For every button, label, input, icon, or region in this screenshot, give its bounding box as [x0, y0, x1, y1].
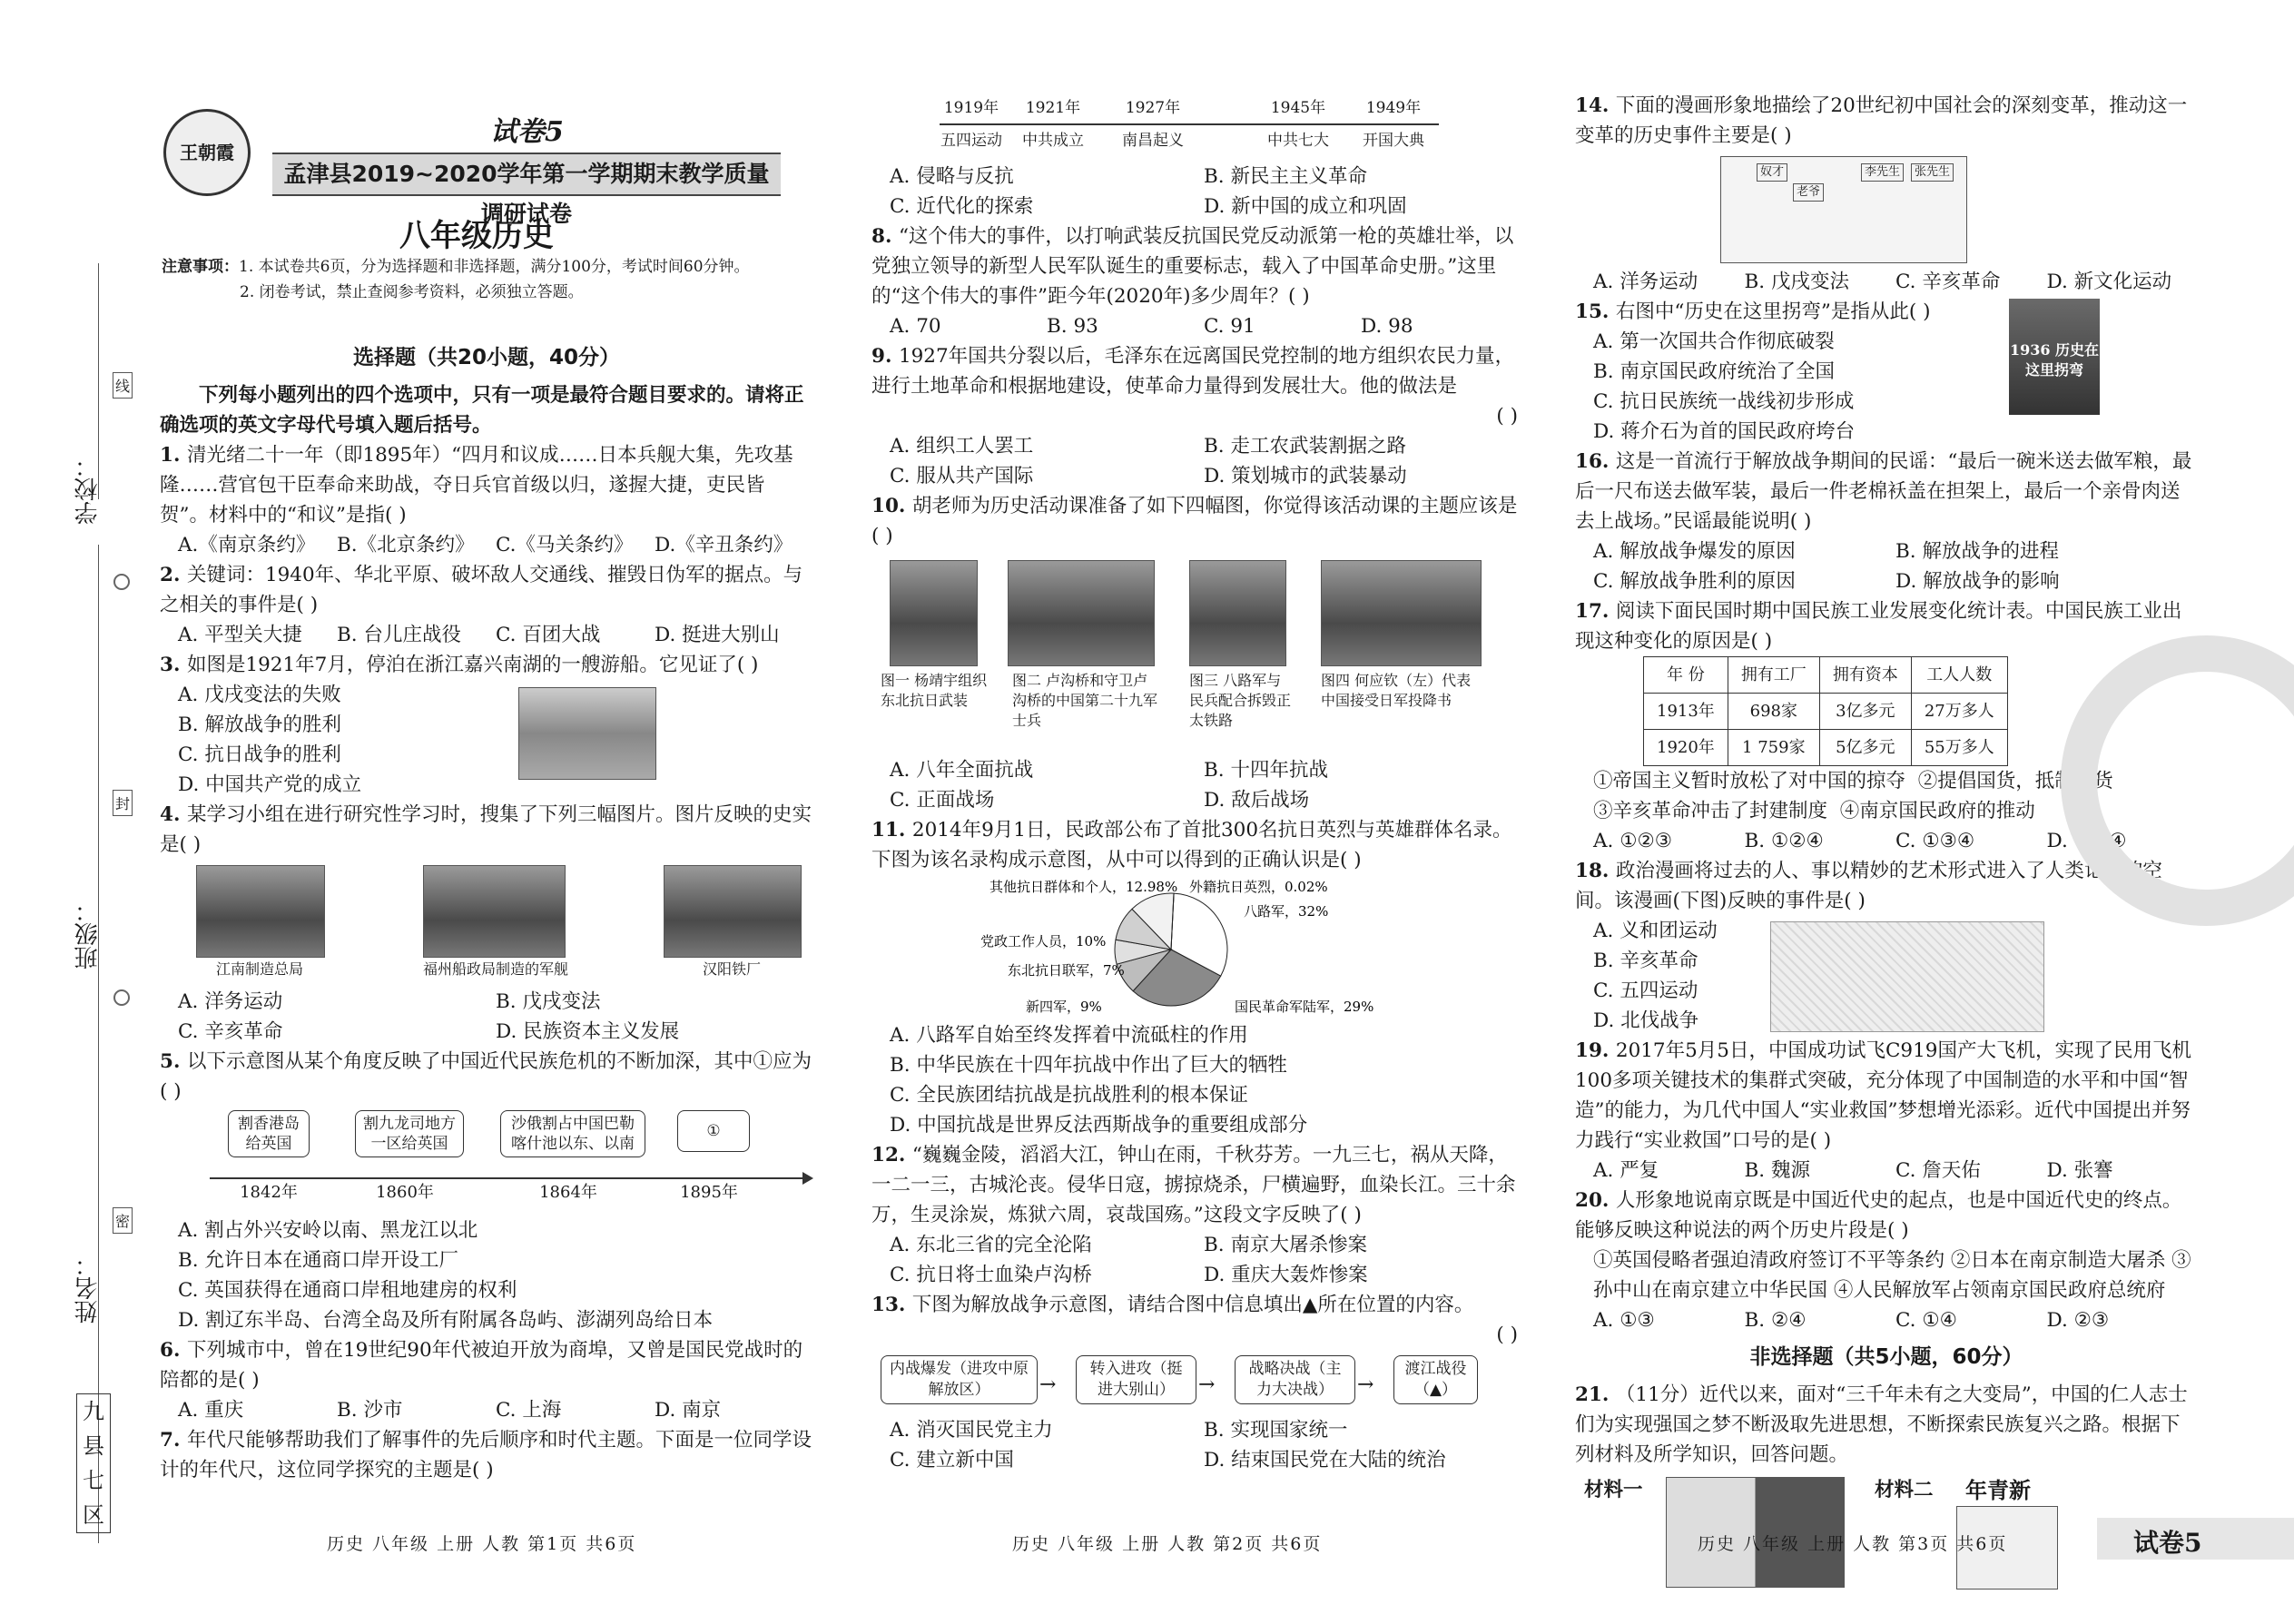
notice-2: 2. 闭卷考试，禁止查阅参考资料，必须独立答题。: [240, 283, 584, 301]
q10-option-a: A. 八年全面抗战: [890, 759, 1034, 782]
column-2: [871, 91, 1518, 1475]
q5-axis: [210, 1177, 809, 1179]
name-label: 姓名：: [74, 1253, 102, 1324]
q13: 13. 下图为解放战争示意图，请结合图中信息填出▲所在位置的内容。: [871, 1294, 1474, 1316]
q20-text: 人形象地说南京既是中国近代史的起点，也是中国近代史的终点。能够反映这种说法的两个历史片段是( ): [1575, 1189, 2182, 1242]
q10-caption-1: 图一 杨靖宇组织东北抗日武装: [881, 672, 988, 709]
q15-option-a: A. 第一次国共合作彻底破裂: [1593, 330, 1835, 353]
q4-caption-1: 江南制造总局: [215, 960, 303, 978]
q13-paren: ( ): [1496, 1324, 1518, 1346]
region-char-1: 九: [83, 1399, 104, 1424]
q4-option-c: C. 辛亥革命: [178, 1020, 283, 1043]
q5: 5. 以下示意图从某个角度反映了中国近代民族危机的不断加深，其中①应为( ): [160, 1050, 812, 1103]
q8: 8. “这个伟大的事件，以打响武装反抗国民党反动派第一枪的英雄壮举，以党独立领导的新型人民军队诞生的重要标志，载入了中国革命史册。”这里的“这个伟大的事件”距今年(2020年)多少周年？( ): [871, 225, 1514, 308]
q14-label-1: 奴才: [1757, 163, 1787, 182]
q17: 17. 阅读下面民国时期中国民族工业发展变化统计表。中国民族工业出现这种变化的原因是( ): [1575, 600, 2182, 653]
q1-options: [160, 530, 813, 560]
exam-title-banner: 孟津县2019~2020学年第一学期期末教学质量调研试卷: [272, 153, 781, 196]
region-char-3: 七: [83, 1468, 104, 1493]
q20: 20. 人形象地说南京既是中国近代史的起点，也是中国近代史的终点。能够反映这种说法的两个历史片段是( ): [1575, 1189, 2182, 1242]
q5-axis-arrow: [802, 1172, 813, 1185]
margin-circle-2: [113, 989, 130, 1006]
q3-option-a: A. 戊戌变法的失败: [178, 684, 341, 706]
q7-options: [871, 162, 1518, 221]
q19-option-b: B. 魏源: [1744, 1159, 1810, 1182]
q10-images: [871, 551, 1518, 755]
q6-text: 下列城市中，曾在19世纪90年代被迫开放为商埠，又曾是国民党战时的陪都的是( ): [160, 1339, 803, 1392]
q3-block: [160, 680, 813, 800]
q5-year-1: 1842年: [240, 1183, 298, 1202]
q5-box-4: ①: [677, 1110, 750, 1152]
q21-magazine-title: 年青新: [1965, 1477, 2031, 1503]
q13-option-b: B. 实现国家统一: [1204, 1419, 1348, 1442]
q1-option-b: B.《北京条约》: [337, 534, 475, 556]
q6-option-d: D. 南京: [655, 1399, 722, 1422]
table-header-cell: 拥有资本: [1819, 657, 1911, 694]
q15-option-b: B. 南京国民政府统治了全国: [1593, 360, 1835, 383]
q8-option-b: B. 93: [1047, 315, 1098, 338]
q20-items: ①英国侵略者强迫清政府签订不平等条约 ②日本在南京制造大屠杀 ③孙中山在南京建立中华民国 ④人民解放军占领南京国民政府总统府: [1593, 1249, 2191, 1302]
q20-option-b: B. ②④: [1744, 1309, 1807, 1332]
q20-options: [1575, 1305, 2198, 1335]
q12-options: [871, 1230, 1518, 1290]
q20-option-a: A. ①③: [1593, 1309, 1655, 1332]
q11-pie-chart: [871, 875, 1518, 1020]
section-nonchoice-title: 非选择题（共5小题，60分）: [1749, 1345, 2023, 1369]
q14-option-d: D. 新文化运动: [2046, 271, 2172, 293]
pie-label: 其他抗日群体和个人，12.98%: [989, 879, 1178, 895]
q13-flow-3: 战略决战（主力大决战）: [1235, 1355, 1355, 1404]
q7-event-4: 中共七大: [1267, 132, 1329, 150]
q14: 14. 下面的漫画形象地描绘了20世纪初中国社会的深刻变革，推动这一变革的历史事件主要是( ): [1575, 94, 2188, 147]
q3: 3. 如图是1921年7月，停泊在浙江嘉兴南湖的一艘游船。它见证了( ): [160, 654, 759, 676]
q16: 16. 这是一首流行于解放战争期间的民谣：“最后一碗米送去做军粮，最后一尺布送去做军装，最后一件老棉袄盖在担架上，最后一个亲骨肉送去上战场。”民谣最能说明( ): [1575, 450, 2192, 533]
q10-photo-1: [890, 560, 978, 666]
q18-text: 政治漫画将过去的人、事以精妙的艺术形式进入了人类记忆的空间。该漫画(下图)反映的事件是( ): [1575, 860, 2162, 912]
q10: 10. 胡老师为历史活动课准备了如下四幅图，你觉得该活动课的主题应该是( ): [871, 495, 1518, 547]
margin-line-label-2: 封: [113, 790, 133, 816]
q3-option-d: D. 中国共产党的成立: [178, 773, 362, 796]
q21: 21. （11分）近代以来，面对“三千年未有之大变局”，中国的仁人志士们为实现强国之梦不断汲取先进思想，不断探索民族复兴之路。根据下列材料及所学知识，回答问题。: [1575, 1383, 2188, 1466]
q10-caption-4: 图四 何应钦（左）代表中国接受日军投降书: [1321, 672, 1472, 709]
region-box: [76, 1393, 111, 1533]
q18: 18. 政治漫画将过去的人、事以精妙的艺术形式进入了人类记忆的空间。该漫画(下图)反映的事件是( ): [1575, 860, 2162, 912]
q5-timeline: [160, 1107, 813, 1216]
q9-option-b: B. 走工农武装割据之路: [1204, 435, 1406, 458]
q11-option-d: D. 中国抗战是世界反法西斯战争的重要组成部分: [890, 1114, 1308, 1137]
table-header-cell: 工人人数: [1911, 657, 2007, 694]
q4-option-d: D. 民族资本主义发展: [496, 1020, 680, 1043]
q18-block: [1575, 916, 2198, 1036]
q7-event-1: 五四运动: [940, 132, 1002, 150]
q5-option-c: C. 英国获得在通商口岸租地建房的权利: [178, 1279, 517, 1302]
pie-label: 新四军，9%: [1026, 999, 1102, 1015]
q12-option-b: B. 南京大屠杀惨案: [1204, 1234, 1367, 1256]
q13-flow-4: 渡江战役（▲）: [1393, 1355, 1478, 1404]
q21-text: （11分）近代以来，面对“三千年未有之大变局”，中国的仁人志士们为实现强国之梦不断汲取先进思想，不断探索民族复兴之路。根据下列材料及所学知识，回答问题。: [1575, 1383, 2188, 1466]
q14-cartoon: [1575, 151, 2198, 267]
q19-options: [1575, 1156, 2198, 1186]
q11-option-b: B. 中华民族在十四年抗战中作出了巨大的牺牲: [890, 1054, 1287, 1077]
q5-year-4: 1895年: [680, 1183, 738, 1202]
margin-line-label-1: 线: [113, 372, 133, 399]
q4-options: [160, 987, 813, 1047]
q15-option-d: D. 蒋介石为首的国民政府垮台: [1593, 420, 1856, 443]
q1-option-a: A.《南京条约》: [178, 534, 316, 556]
q7-event-2: 中共成立: [1022, 132, 1084, 150]
q19-text: 2017年5月5日，中国成功试飞C919国产大飞机，实现了民用飞机100多项关键技术的集群式突破，充分体现了中国制造的水平和中国“智造”的能力，为几代中国人“实业救国”梦想增光添彩。近代中国提出并努力践行“实业救国”口号的是( ): [1575, 1039, 2191, 1152]
table-header-cell: 年 份: [1644, 657, 1728, 694]
q9-option-a: A. 组织工人罢工: [890, 435, 1034, 458]
q5-text: 以下示意图从某个角度反映了中国近代民族危机的不断加深，其中①应为( ): [160, 1050, 812, 1103]
q10-text: 胡老师为历史活动课准备了如下四幅图，你觉得该活动课的主题应该是( ): [871, 495, 1518, 547]
footer-page-1: 历史 八年级 上册 人教 第1页 共6页: [327, 1534, 637, 1554]
footer-page-3: 历史 八年级 上册 人教 第3页 共6页: [1698, 1534, 2008, 1554]
section-choice-title: 选择题（共20小题，40分）: [352, 346, 620, 369]
q10-caption-3: 图三 八路军与民兵配合拆毁正太铁路: [1189, 672, 1292, 729]
q18-option-a: A. 义和团运动: [1593, 920, 1718, 942]
q21-material-2-label: 材料二: [1875, 1479, 1934, 1501]
q10-option-c: C. 正面战场: [890, 789, 995, 812]
q11: 11. 2014年9月1日，民政部公布了首批300名抗日英烈与英雄群体名录。下图为该名录构成示意图，从中可以得到的正确认识是( ): [871, 819, 1512, 871]
q9-option-d: D. 策划城市的武装暴动: [1204, 465, 1407, 487]
class-label: 班级：: [74, 899, 102, 969]
q10-option-b: B. 十四年抗战: [1204, 759, 1328, 782]
q7-event-5: 开国大典: [1363, 132, 1424, 150]
q12-text: “巍巍金陵，滔滔大江，钟山在雨，千秋芬芳。一九三七，祸从天降，一二一三，古城沦丧。侵华日寇，掳掠烧杀，尸横遍野，血染长江。三十余万，生灵涂炭，炼狱六周，哀哉国殇。”这段文字反映了( ): [871, 1144, 1516, 1226]
q17-item-3: ③辛亥革命冲击了封建制度: [1593, 800, 1828, 822]
q14-options: [1575, 267, 2198, 297]
q2-option-c: C. 百团大战: [496, 624, 601, 646]
q8-text: “这个伟大的事件，以打响武装反抗国民党反动派第一枪的英雄壮举，以党独立领导的新型人民军队诞生的重要标志，载入了中国革命史册。”这里的“这个伟大的事件”距今年(2020年)多少周年？( ): [871, 225, 1514, 308]
q14-label-2: 老爷: [1793, 183, 1824, 202]
pie-label: 党政工作人员，10%: [980, 933, 1107, 950]
notice-1: 1. 本试卷共6页，分为选择题和非选择题，满分100分，考试时间60分钟。: [239, 258, 750, 276]
q10-option-d: D. 敌后战场: [1204, 789, 1310, 812]
q3-options: [160, 680, 813, 800]
q15-block: [1575, 297, 2198, 447]
q2-text: 关键词：1940年、华北平原、破坏敌人交通线、摧毁日伪军的据点。与之相关的事件是( ): [160, 564, 803, 616]
q15-options: [1575, 327, 2198, 447]
q5-option-b: B. 允许日本在通商口岸开设工厂: [178, 1249, 458, 1272]
q13-arrow-2: →: [1198, 1373, 1216, 1396]
table-cell: 27万多人: [1911, 694, 2007, 730]
q2-option-d: D. 挺进大别山: [655, 624, 780, 646]
logo: 王朝霞: [163, 109, 251, 196]
pie-label: 八路军，32%: [1244, 903, 1329, 920]
q4-photo-3: [664, 865, 802, 958]
q4-text: 某学习小组在进行研究性学习时，搜集了下列三幅图片。图片反映的史实是( ): [160, 803, 812, 856]
q7-year-2: 1921年: [1025, 99, 1081, 117]
q11-text: 2014年9月1日，民政部公布了首批300名抗日英烈与英雄群体名录。下图为该名录构成示意图，从中可以得到的正确认识是( ): [871, 819, 1512, 871]
table-row: [1644, 694, 2008, 730]
q10-photo-4: [1321, 560, 1482, 666]
q4-caption-2: 福州船政局制造的军舰: [422, 960, 568, 978]
q11-option-a: A. 八路军自始至终发挥着中流砥柱的作用: [890, 1024, 1248, 1047]
q20-option-c: C. ①④: [1895, 1309, 1957, 1332]
q14-option-b: B. 戊戌变法: [1744, 271, 1849, 293]
q7-option-d: D. 新中国的成立和巩固: [1204, 195, 1407, 218]
q16-option-a: A. 解放战争爆发的原因: [1593, 540, 1796, 563]
q20-option-d: D. ②③: [2046, 1309, 2110, 1332]
q5-options: [160, 1216, 813, 1335]
q9-paren: ( ): [1496, 405, 1518, 428]
q4-photo-1: [196, 865, 325, 958]
q11-option-c: C. 全民族团结抗战是抗战胜利的根本保证: [890, 1084, 1248, 1107]
q15-option-c: C. 抗日民族统一战线初步形成: [1593, 390, 1855, 413]
q4-images: [160, 860, 813, 987]
q6: 6. 下列城市中，曾在19世纪90年代被迫开放为商埠，又曾是国民党战时的陪都的是( ): [160, 1339, 803, 1392]
section-instructions: 下列每小题列出的四个选项中，只有一项是最符合题目要求的。请将正确选项的英文字母代号填入题后括号。: [160, 384, 804, 437]
q15-text: 右图中“历史在这里拐弯”是指从此( ): [1615, 300, 1931, 323]
table-cell: 5亿多元: [1819, 730, 1911, 766]
q12: 12. “巍巍金陵，滔滔大江，钟山在雨，千秋芬芳。一九三七，祸从天降，一二一三，古城沦丧。侵华日寇，掳掠烧杀，尸横遍野，血染长江。三十余万，生灵涂炭，炼狱六周，哀哉国殇。”这段文字反映了( ): [871, 1144, 1516, 1226]
q16-options: [1575, 536, 2198, 596]
q17-option-a: A. ①②③: [1593, 830, 1673, 852]
q10-options: [871, 755, 1518, 815]
q14-label-3: 李先生: [1861, 163, 1904, 182]
q18-cartoon: [1770, 921, 2044, 1032]
q13-option-a: A. 消灭国民党主力: [890, 1419, 1053, 1442]
paper-tag: 试卷5: [490, 116, 564, 148]
q2-option-a: A. 平型关大捷: [178, 624, 302, 646]
region-char-2: 县: [83, 1433, 104, 1459]
q7-axis: [940, 123, 1439, 125]
q5-option-a: A. 割占外兴安岭以南、黑龙江以北: [178, 1219, 478, 1242]
q17-item-2: ②提倡国货，抵制洋货: [1917, 770, 2113, 792]
q13-option-c: C. 建立新中国: [890, 1449, 1014, 1471]
q12-option-a: A. 东北三省的完全沦陷: [890, 1234, 1092, 1256]
q17-option-c: C. ①③④: [1895, 830, 1975, 852]
q7-year-5: 1949年: [1365, 99, 1422, 117]
q15-book-cover: 1936 历史在这里拐弯: [2009, 299, 2100, 415]
pie-label: 东北抗日联军，7%: [1008, 962, 1125, 979]
q2: 2. 关键词：1940年、华北平原、破坏敌人交通线、摧毁日伪军的据点。与之相关的事件是( ): [160, 564, 803, 616]
q10-caption-2: 图二 卢沟桥和守卫卢沟桥的中国第二十九军士兵: [1012, 672, 1158, 729]
q7-year-1: 1919年: [943, 99, 999, 117]
q17-option-d: D. ②③④: [2046, 830, 2127, 852]
q9-text: 1927年国共分裂以后，毛泽东在远离国民党控制的地方组织农民力量，进行土地革命和根据地建设，使革命力量得到发展壮大。他的做法是: [871, 345, 1515, 398]
q16-option-c: C. 解放战争胜利的原因: [1593, 570, 1796, 593]
q10-photo-2: [1008, 560, 1155, 666]
q4-photo-2: [423, 865, 566, 958]
q2-options: [160, 620, 813, 650]
q8-option-a: A. 70: [890, 315, 941, 338]
q2-option-b: B. 台儿庄战役: [337, 624, 461, 646]
q5-box-1: 割香港岛给英国: [228, 1110, 310, 1157]
q5-box-3: 沙俄割占中国巴勒喀什池以东、以南: [500, 1110, 645, 1157]
q14-option-c: C. 辛亥革命: [1895, 271, 2001, 293]
table-cell: 698家: [1728, 694, 1819, 730]
q19-option-c: C. 詹天佑: [1895, 1159, 1981, 1182]
q15: 15. 右图中“历史在这里拐弯”是指从此( ): [1575, 300, 1931, 323]
q19: 19. 2017年5月5日，中国成功试飞C919国产大飞机，实现了民用飞机100多项关键技术的集群式突破，充分体现了中国制造的水平和中国“智造”的能力，为几代中国人“实业救国”梦想增光添彩。近代中国提出并努力践行“实业救国”口号的是( ): [1575, 1039, 2191, 1152]
q6-options: [160, 1395, 813, 1425]
q8-options: [871, 311, 1518, 341]
q7-option-b: B. 新民主主义革命: [1204, 165, 1367, 188]
q18-option-b: B. 辛亥革命: [1593, 950, 1698, 972]
q19-option-d: D. 张謇: [2046, 1159, 2113, 1182]
q12-option-d: D. 重庆大轰炸惨案: [1204, 1264, 1368, 1286]
q18-option-d: D. 北伐战争: [1593, 1009, 1699, 1032]
q17-item-4: ④南京国民政府的推动: [1839, 800, 2035, 822]
q17-table: [1643, 656, 2008, 766]
q4-option-a: A. 洋务运动: [178, 990, 283, 1013]
q7-year-3: 1927年: [1125, 99, 1181, 117]
q1: 1. 清光绪二十一年（即1895年）“四月和议成……日本兵舰大集，先攻基隆……营官包干臣奉命来助战，夺日兵官首级以归，遂握大捷，吏民皆贺”。材料中的“和议”是指( ): [160, 444, 793, 527]
q14-text: 下面的漫画形象地描绘了20世纪初中国社会的深刻变革，推动这一变革的历史事件主要是( ): [1575, 94, 2188, 147]
q8-option-d: D. 98: [1361, 315, 1413, 338]
table-cell: 1913年: [1644, 694, 1728, 730]
table-cell: 3亿多元: [1819, 694, 1911, 730]
table-cell: 55万多人: [1911, 730, 2007, 766]
corner-tag-text: 试卷5: [2133, 1528, 2202, 1558]
table-header-cell: 拥有工厂: [1728, 657, 1819, 694]
q4: 4. 某学习小组在进行研究性学习时，搜集了下列三幅图片。图片反映的史实是( ): [160, 803, 812, 856]
q7-event-3: 南昌起义: [1122, 132, 1184, 150]
pie-chart-svg: [871, 875, 1507, 1020]
q13-text: 下图为解放战争示意图，请结合图中信息填出▲所在位置的内容。: [911, 1294, 1474, 1316]
q13-flow: [871, 1350, 1518, 1415]
q1-text: 清光绪二十一年（即1895年）“四月和议成……日本兵舰大集，先攻基隆……营官包干臣奉命来助战，夺日兵官首级以归，遂握大捷，吏民皆贺”。材料中的“和议”是指( ): [160, 444, 793, 527]
q10-photo-3: [1189, 560, 1286, 666]
q5-box-2: 割九龙司地方一区给英国: [355, 1110, 464, 1157]
q16-option-d: D. 解放战争的影响: [1895, 570, 2060, 593]
q14-option-a: A. 洋务运动: [1593, 271, 1698, 293]
q13-flow-1: 内战爆发（进攻中原解放区）: [881, 1355, 1038, 1404]
q17-text: 阅读下面民国时期中国民族工业发展变化统计表。中国民族工业出现这种变化的原因是( ): [1575, 600, 2182, 653]
q13-option-d: D. 结束国民党在大陆的统治: [1204, 1449, 1446, 1471]
table-row: [1644, 730, 2008, 766]
q14-label-4: 张先生: [1911, 163, 1954, 182]
q7-option-a: A. 侵略与反抗: [890, 165, 1014, 188]
q5-option-d: D. 割辽东半岛、台湾全岛及所有附属各岛屿、澎湖列岛给日本: [178, 1309, 714, 1332]
q3-text: 如图是1921年7月，停泊在浙江嘉兴南湖的一艘游船。它见证了( ): [186, 654, 759, 676]
q1-option-d: D.《辛丑条约》: [655, 534, 793, 556]
q17-option-b: B. ①②④: [1744, 830, 1824, 852]
q21-material-1-label: 材料一: [1584, 1479, 1643, 1501]
table-header-row: [1644, 657, 2008, 694]
table-cell: 1 759家: [1728, 730, 1819, 766]
column-1: [160, 336, 813, 1485]
margin-line-label-3: 密: [113, 1207, 133, 1234]
q13-arrow-1: →: [1039, 1373, 1057, 1396]
q8-option-c: C. 91: [1204, 315, 1255, 338]
margin-circle-1: [113, 574, 130, 590]
q3-option-b: B. 解放战争的胜利: [178, 714, 341, 736]
q6-option-a: A. 重庆: [178, 1399, 244, 1422]
q6-option-b: B. 沙市: [337, 1399, 403, 1422]
corner-tag: [2097, 1518, 2294, 1560]
q4-caption-3: 汉阳铁厂: [702, 960, 761, 978]
q7-year-4: 1945年: [1270, 99, 1326, 117]
table-cell: 1920年: [1644, 730, 1728, 766]
q7-option-c: C. 近代化的探索: [890, 195, 1034, 218]
q18-option-c: C. 五四运动: [1593, 979, 1698, 1002]
q6-option-c: C. 上海: [496, 1399, 562, 1422]
q4-option-b: B. 戊戌变法: [496, 990, 601, 1013]
notice-label: 注意事项：: [162, 258, 239, 276]
q16-option-b: B. 解放战争的进程: [1895, 540, 2059, 563]
q3-boat-photo: [518, 687, 656, 780]
q3-option-c: C. 抗日战争的胜利: [178, 743, 341, 766]
q1-option-c: C.《马关条约》: [496, 534, 634, 556]
pie-label: 国民革命军陆军，29%: [1235, 999, 1374, 1015]
school-label: 学校：: [74, 454, 102, 525]
pie-label: 外籍抗日英烈，0.02%: [1189, 879, 1328, 895]
q5-year-2: 1860年: [376, 1183, 434, 1202]
q9-option-c: C. 服从共产国际: [890, 465, 1034, 487]
q7: 7. 年代尺能够帮助我们了解事件的先后顺序和时代主题。下面是一位同学设计的年代尺，这位同学探究的主题是( ): [160, 1429, 812, 1481]
subject-title: 八年级历史: [399, 218, 554, 254]
q16-text: 这是一首流行于解放战争期间的民谣：“最后一碗米送去做军粮，最后一尺布送去做军装，最后一件老棉袄盖在担架上，最后一个亲骨肉送去上战场。”民谣最能说明( ): [1575, 450, 2192, 533]
q7-timeline: [871, 91, 1518, 162]
q17-item-1: ①帝国主义暂时放松了对中国的掠夺: [1593, 770, 1906, 792]
q13-flow-2: 转入进攻（挺进大别山）: [1076, 1355, 1196, 1404]
q9: 9. 1927年国共分裂以后，毛泽东在远离国民党控制的地方组织农民力量，进行土地革命和根据地建设，使革命力量得到发展壮大。他的做法是: [871, 345, 1515, 398]
region-char-4: 区: [83, 1502, 104, 1528]
q13-arrow-3: →: [1357, 1373, 1374, 1396]
q5-year-3: 1864年: [539, 1183, 597, 1202]
q9-options: [871, 431, 1518, 491]
q11-options: [871, 1020, 1518, 1140]
q13-options: [871, 1415, 1518, 1475]
q12-option-c: C. 抗日将士血染卢沟桥: [890, 1264, 1092, 1286]
notice: [162, 254, 815, 305]
q19-option-a: A. 严复: [1593, 1159, 1659, 1182]
q7-text: 年代尺能够帮助我们了解事件的先后顺序和时代主题。下面是一位同学设计的年代尺，这位同学探究的主题是( ): [160, 1429, 812, 1481]
footer-page-2: 历史 八年级 上册 人教 第2页 共6页: [1012, 1534, 1323, 1554]
